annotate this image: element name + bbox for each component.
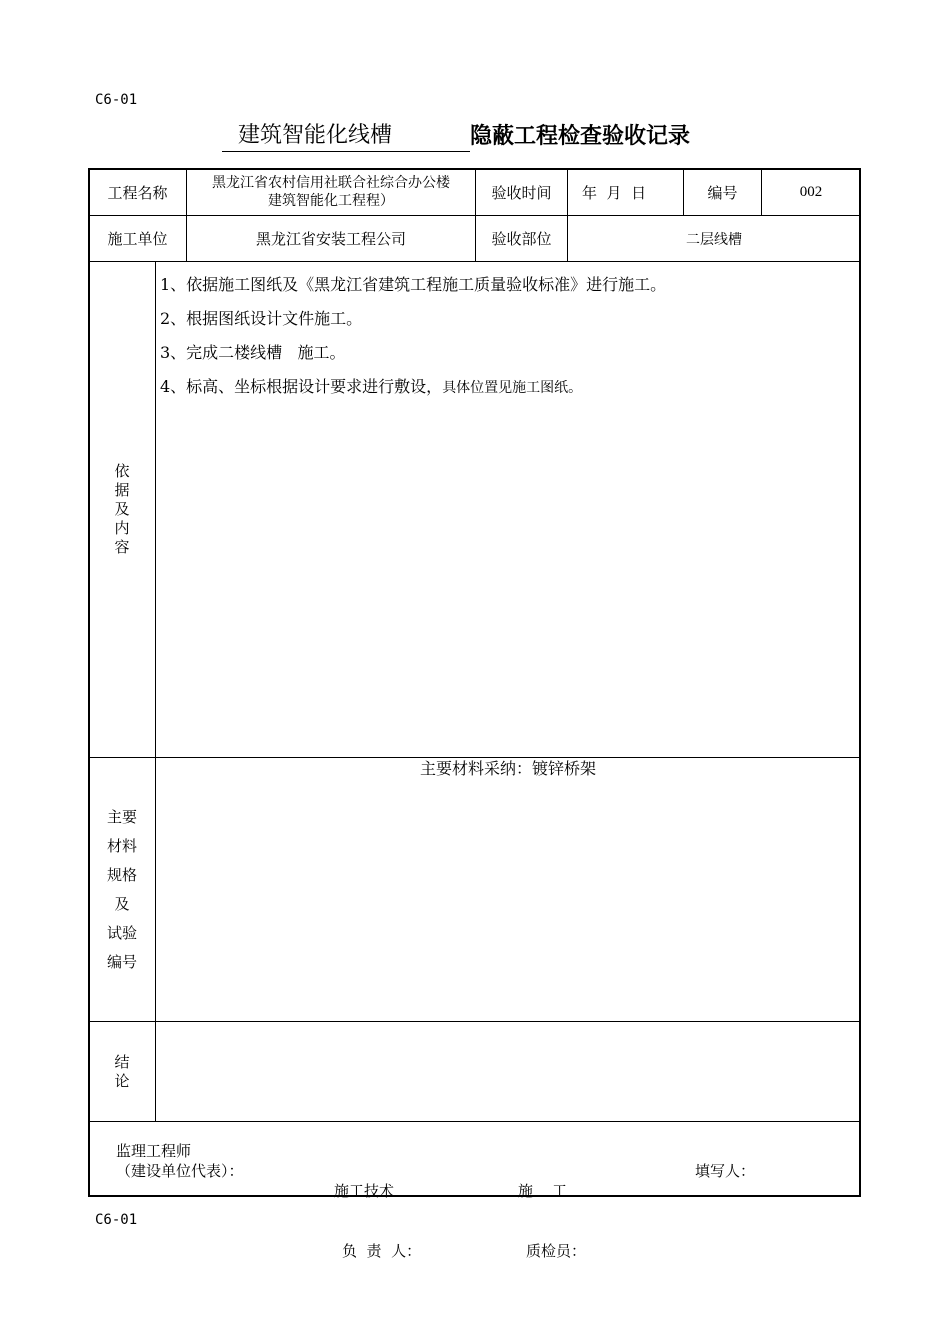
number-label: 编号 (707, 183, 738, 202)
title-subject: 建筑智能化线槽 (222, 121, 470, 152)
materials-label-line: 规格 (106, 865, 137, 884)
col-divider (155, 261, 156, 1121)
filler-signature: 填写人： (695, 1162, 756, 1180)
row-divider (89, 1021, 860, 1022)
row-divider (89, 1121, 860, 1122)
tech-lead-signature (334, 1141, 421, 1281)
basis-label-char: 内 (114, 519, 130, 537)
basis-item (160, 376, 666, 410)
project-name-line1: 黑龙江省农村信用社联合社综合办公楼 (212, 175, 450, 191)
basis-item: 1、依据施工图纸及《黑龙江省建筑工程施工质量验收标准》进行施工。 (160, 275, 667, 294)
tech-line1: 施工技术 (334, 1182, 395, 1200)
basis-item: 2、根据图纸设计文件施工。 (160, 309, 363, 328)
supervisor-signature (116, 1141, 244, 1181)
title-main: 隐蔽工程检查验收记录 (470, 124, 691, 149)
materials-label-line: 编号 (106, 952, 137, 971)
acceptance-location-label: 验收部位 (491, 230, 552, 248)
qc-line2: 质检员： (526, 1242, 587, 1260)
basis-content (160, 274, 666, 410)
project-name-value (187, 169, 475, 215)
form-code-bottom: C6-01 (95, 1212, 138, 1228)
contractor-value: 黑龙江省安装工程公司 (255, 230, 406, 248)
materials-label (89, 758, 155, 1021)
row-divider (89, 261, 860, 262)
conclusion-label-char: 结 (114, 1052, 130, 1071)
form-code-top: C6-01 (95, 92, 138, 108)
basis-item: 3、完成二楼线槽 施工。 (160, 343, 346, 362)
basis-label-char: 依 (114, 462, 130, 480)
basis-label-char: 及 (114, 500, 130, 518)
materials-text: 主要材料采纳：镀锌桥架 (419, 759, 596, 778)
conclusion-label (89, 1022, 155, 1121)
page-title (222, 120, 690, 152)
qc-line1: 施 工 (518, 1182, 568, 1200)
basis-label (89, 262, 155, 757)
tech-line2: 负 责 人： (342, 1242, 422, 1260)
materials-label-line: 材料 (106, 836, 137, 855)
number-value: 002 (799, 183, 823, 200)
acceptance-time-value: 年 月 日 (582, 183, 647, 202)
acceptance-time-label: 验收时间 (491, 183, 552, 202)
acceptance-location-value: 二层线槽 (686, 231, 742, 248)
basis-label-char: 据 (114, 481, 130, 499)
supervisor-line2: （建设单位代表）： (116, 1162, 244, 1180)
basis-item4-main: 4、标高、坐标根据设计要求进行敷设， (160, 377, 443, 396)
basis-label-char: 容 (114, 538, 130, 556)
materials-label-line: 及 (114, 894, 130, 913)
project-name-line2: 建筑智能化工程程） (268, 193, 394, 209)
project-name-label: 工程名称 (107, 183, 168, 202)
conclusion-label-char: 论 (114, 1071, 130, 1090)
supervisor-line1: 监理工程师 (116, 1142, 192, 1160)
basis-item4-tail: 具体位置见施工图纸。 (442, 380, 583, 396)
materials-label-line: 试验 (106, 923, 137, 942)
materials-label-line: 主要 (106, 807, 137, 826)
qc-signature (518, 1141, 586, 1281)
contractor-label: 施工单位 (107, 230, 168, 248)
